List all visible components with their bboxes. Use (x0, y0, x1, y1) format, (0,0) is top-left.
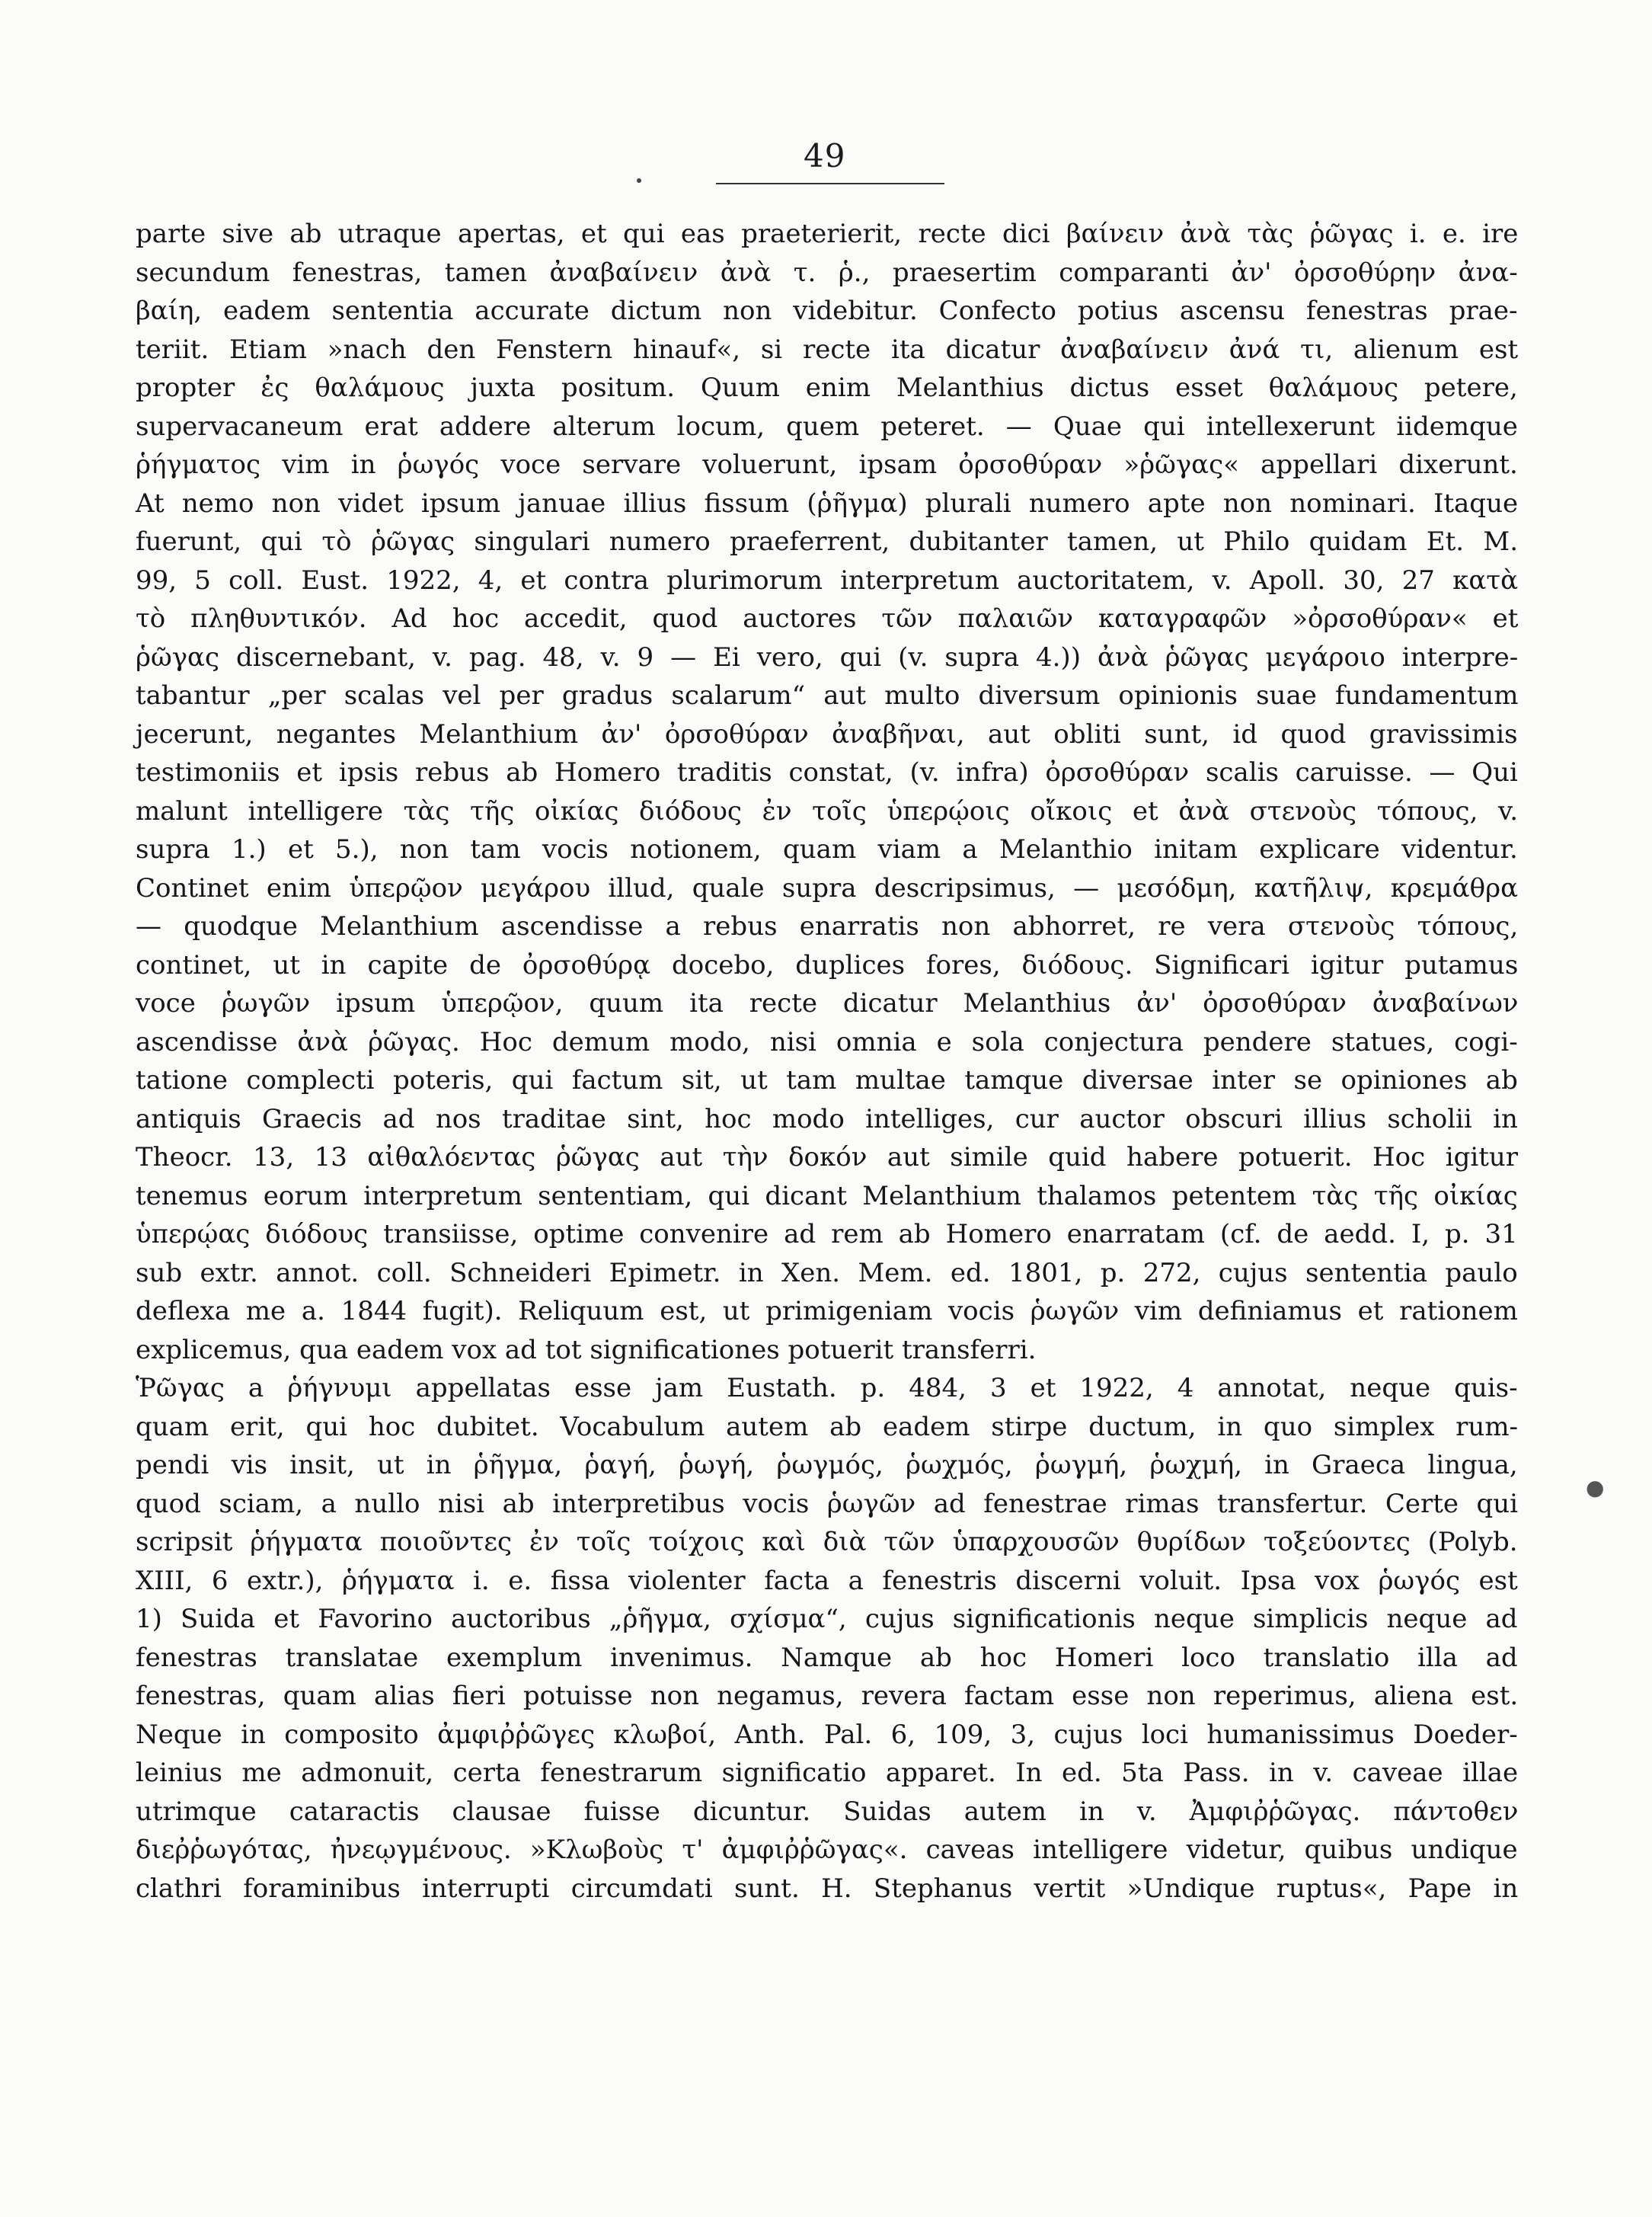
text-line: fenestras, quam alias fieri potuisse non negamus, revera factam esse non reperimus, aliena est. (136, 1681, 1519, 1711)
text-line: Neque in composito ἀμφιῤῥῶγες κλωβοί, Anth. Pal. 6, 109, 3, cujus loci humanissimus Doeder- (136, 1719, 1518, 1750)
text-line: parte sive ab utraque apertas, et qui eas praeterierit, recte dici βαίνειν ἀνὰ τὰς ῥῶγας i. e. ire (136, 219, 1519, 249)
text-line: sub extr. annot. coll. Schneideri Epimetr. in Xen. Mem. ed. 1801, p. 272, cujus sententia paulo (136, 1257, 1518, 1288)
text-line: deflexa me a. 1844 fugit). Reliquum est, ut primigeniam vocis ῥωγῶν vim definiamus et rationem (136, 1296, 1518, 1326)
text-line: quod sciam, a nullo nisi ab interpretibus vocis ῥωγῶν ad fenestrae rimas transfertur. Certe qui (136, 1488, 1519, 1519)
text-line: ῥῶγας discernebant, v. pag. 48, v. 9 — Ei vero, qui (v. supra 4.)) ἀνὰ ῥῶγας μεγάροιο interpre- (136, 641, 1519, 673)
text-line: XIII, 6 extr.), ῥήγματα i. e. fissa violenter facta a fenestris discerni voluit. Ipsa vox ῥωγός est (136, 1565, 1518, 1596)
text-line: ascendisse ἀνὰ ῥῶγας. Hoc demum modo, nisi omnia e sola conjectura pendere statues, cogi- (136, 1026, 1518, 1057)
text-line: τὸ πληθυντικόν. Ad hoc accedit, quod auctores τῶν παλαιῶν καταγραφῶν »ὀρσοθύραν« et (136, 603, 1519, 634)
text-line: Continet enim ὑπερῷον μεγάρου illud, quale supra descripsimus, — μεσόδμη, κατῆλιψ, κρεμάθρα (136, 872, 1519, 904)
page-number: 49 (804, 137, 846, 174)
text-line: 1) Suida et Favorino auctoribus „ῥῆγμα, σχίσμα“, cujus significationis neque simplicis neque ad (136, 1604, 1518, 1634)
text-line: voce ῥωγῶν ipsum ὑπερῷον, quum ita recte dicatur Melanthius ἀν' ὀρσοθύραν ἀναβαίνων (136, 988, 1519, 1019)
text-line: supervacaneum erat addere alterum locum, quem peteret. — Quae qui intellexerunt iidemque (136, 411, 1518, 442)
text-line: propter ἐς θαλάμους juxta positum. Quum enim Melanthius dictus esset θαλάμους petere, (136, 373, 1518, 403)
text-line: At nemo non videt ipsum januae illius fissum (ῥῆγμα) plurali numero apte non nominari. Itaque (136, 488, 1519, 519)
header-dot (637, 178, 641, 183)
text-line: — quodque Melanthium ascendisse a rebus enarratis non abhorret, re vera στενοὺς τόπους, (136, 911, 1519, 942)
text-line: tenemus eorum interpretum sententiam, qui dicant Melanthium thalamos petentem τὰς τῆς οἰκίας (136, 1180, 1518, 1211)
text-line: leinius me admonuit, certa fenestrarum significatio apparet. In ed. 5ta Pass. in v. caveae illae (136, 1758, 1519, 1788)
text-line: tatione complecti poteris, qui factum sit, ut tam multae tamque diversae inter se opiniones ab (136, 1065, 1518, 1096)
text-line: fenestras translatae exemplum invenimus. Namque ab hoc Homeri loco translatio illa ad (136, 1642, 1518, 1673)
text-line: quam erit, qui hoc dubitet. Vocabulum autem ab eadem stirpe ductum, in quo simplex rum- (136, 1411, 1519, 1442)
text-line: ὑπερῴας διόδους transiisse, optime convenire ad rem ab Homero enarratam (cf. de aedd. I, p. 31 (136, 1219, 1518, 1249)
text-line: continet, ut in capite de ὀρσοθύρᾳ docebo, duplices fores, διόδους. Significari igitur putamus (136, 949, 1519, 981)
text-line: secundum fenestras, tamen ἀναβαίνειν ἀνὰ τ. ῥ., praesertim comparanti ἀν' ὀρσοθύρην ἀνα- (136, 257, 1518, 288)
header-rule (716, 183, 944, 184)
body-text (136, 215, 1518, 1908)
text-line: utrimque cataractis clausae fuisse dicuntur. Suidas autem in v. Ἀμφιῤῥῶγας. πάντοθεν (136, 1796, 1519, 1827)
text-line: διεῤῥωγότας, ἠνεῳγμένους. »Κλωβοὺς τ' ἀμφιῤῥῶγας«. caveas intelligere videtur, quibus undique (136, 1835, 1518, 1865)
text-line: testimoniis et ipsis rebus ab Homero traditis constat, (v. infra) ὀρσοθύραν scalis caruisse. — Qui (136, 757, 1518, 788)
margin-dot-icon: ● (1586, 1475, 1605, 1500)
text-line: fuerunt, qui τὸ ῥῶγας singulari numero praeferrent, dubitanter tamen, ut Philo quidam Et. M. (136, 526, 1519, 557)
text-line: Ῥῶγας a ῥήγνυμι appellatas esse jam Eustath. p. 484, 3 et 1922, 4 annotat, neque quis- (136, 1373, 1518, 1403)
text-line: supra 1.) et 5.), non tam vocis notionem, quam viam a Melanthio initam explicare videntur. (136, 834, 1518, 865)
text-line: explicemus, qua eadem vox ad tot significationes potuerit transferri. (136, 1334, 1037, 1365)
text-line: scripsit ῥήγματα ποιοῦντες ἐν τοῖς τοίχοις καὶ διὰ τῶν ὑπαρχουσῶν θυρίδων τοξεύοντες (Polyb. (136, 1527, 1518, 1557)
text-line: clathri foraminibus interrupti circumdati sunt. H. Stephanus vertit »Undique ruptus«, Pape in (136, 1873, 1519, 1904)
text-line: jecerunt, negantes Melanthium ἀν' ὀρσοθύραν ἀναβῆναι, aut obliti sunt, id quod gravissimis (136, 718, 1518, 750)
text-line: teriit. Etiam »nach den Fenstern hinauf«, si recte ita dicatur ἀναβαίνειν ἀνά τι, alienum est (136, 334, 1519, 365)
text-line: antiquis Graecis ad nos traditae sint, hoc modo intelliges, cur auctor obscuri illius scholii in (136, 1103, 1518, 1134)
text-line: ῥήγματος vim in ῥωγός voce servare voluerunt, ipsam ὀρσοθύραν »ῥῶγας« appellari dixerunt. (136, 449, 1518, 480)
text-line: tabantur „per scalas vel per gradus scalarum“ aut multo diversum opinionis suae fundamentum (136, 680, 1519, 711)
text-line: βαίη, eadem sententia accurate dictum non videbitur. Confecto potius ascensu fenestras prae- (136, 296, 1518, 326)
text-line: pendi vis insit, ut in ῥῆγμα, ῥαγή, ῥωγή, ῥωγμός, ῥωχμός, ῥωγμή, ῥωχμή, in Graeca lingua, (136, 1450, 1518, 1480)
text-line: 99, 5 coll. Eust. 1922, 4, et contra plurimorum interpretum auctoritatem, v. Apoll. 30, 27 κατὰ (136, 565, 1519, 596)
text-line: malunt intelligere τὰς τῆς οἰκίας διόδους ἐν τοῖς ὑπερῴοις οἴκοις et ἀνὰ στενοὺς τόπους, v. (136, 795, 1519, 827)
text-line: Theocr. 13, 13 αἰθαλόεντας ῥῶγας aut τὴν δοκόν aut simile quid habere potuerit. Hoc igitur (136, 1142, 1519, 1172)
